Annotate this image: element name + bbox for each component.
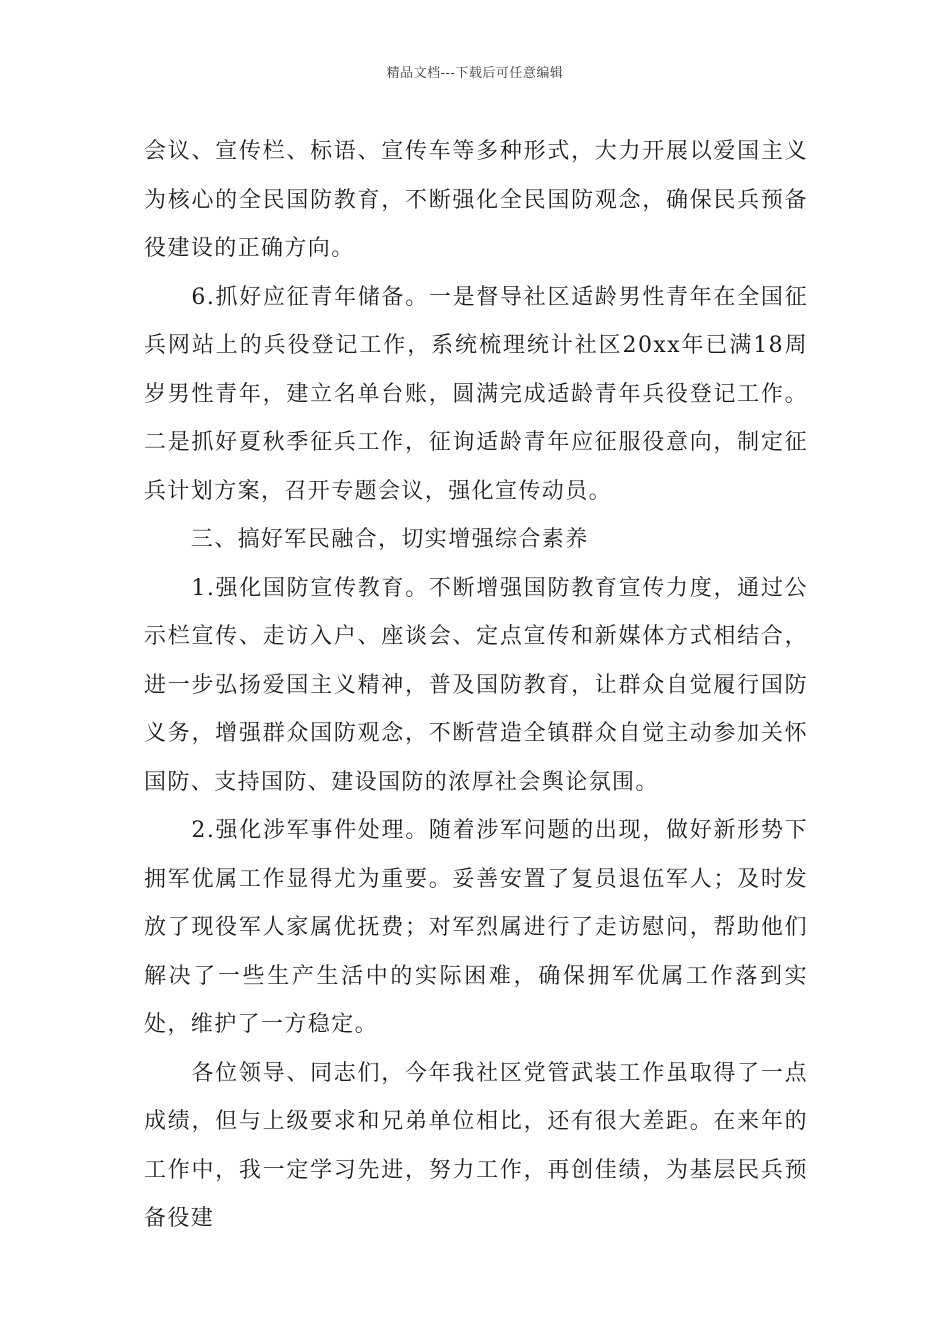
paragraph-item-1: 1.强化国防宣传教育。不断增强国防教育宣传力度，通过公示栏宣传、走访入户、座谈会、定点宣传和新媒体方式相结合，进一步弘扬爱国主义精神，普及国防教育，让群众自觉履行国防义务，增强群众国防观念，不断营造全镇群众自觉主动参加关怀国防、支持国防、建设国防的浓厚社会舆论氛围。	[144, 575, 808, 795]
paragraph-item-6: 6.抓好应征青年储备。一是督导社区适龄男性青年在全国征兵网站上的兵役登记工作，系统梳理统计社区20xx年已满18周岁男性青年，建立名单台账，圆满完成适龄青年兵役登记工作。二是抓好夏秋季征兵工作，征询适龄青年应征服役意向，制定征兵计划方案，召开专题会议，强化宣传动员。	[144, 284, 808, 504]
paragraph-item-2: 2.强化涉军事件处理。随着涉军问题的出现，做好新形势下拥军优属工作显得尤为重要。妥善安置了复员退伍军人；及时发放了现役军人家属优抚费；对军烈属进行了走访慰问，帮助他们解决了一些生产生活中的实际困难，确保拥军优属工作落到实处，维护了一方稳定。	[144, 818, 808, 1037]
section-heading-3: 三、搞好军民融合，切实增强综合素养	[144, 527, 589, 552]
paragraph-closing: 各位领导、同志们，今年我社区党管武装工作虽取得了一点成绩，但与上级要求和兄弟单位相比，还有很大差距。在来年的工作中，我一定学习先进，努力工作，再创佳绩，为基层民兵预备役建	[144, 1060, 808, 1231]
paragraph-continuation: 会议、宣传栏、标语、宣传车等多种形式，大力开展以爱国主义为核心的全民国防教育，不断强化全民国防观念，确保民兵预备役建设的正确方向。	[144, 139, 808, 261]
document-body	[144, 128, 808, 1244]
page-header: 精品文档---下载后可任意编辑	[386, 66, 564, 81]
